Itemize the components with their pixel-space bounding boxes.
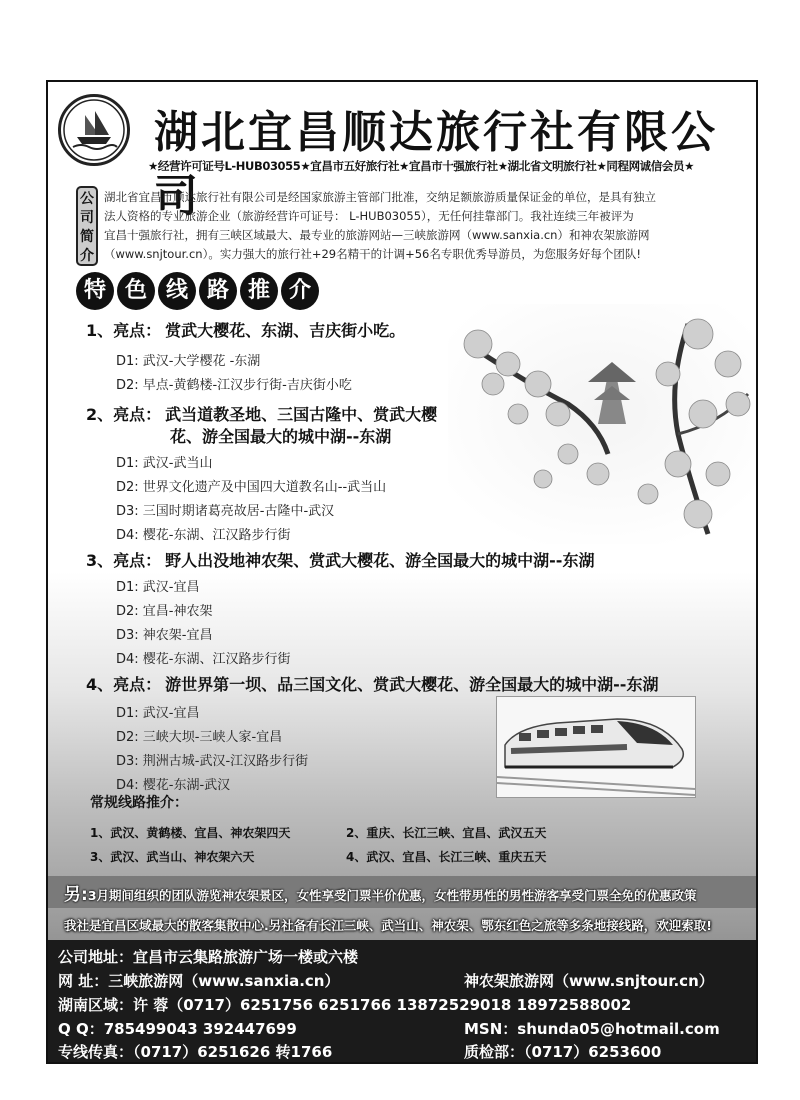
route-4-day-3: D3: 荆洲古城-武汉-江汉路步行街: [116, 754, 309, 769]
regular-route-3: 3、武汉、武当山、神农架六天: [90, 850, 255, 864]
route-4-day-1: D1: 武汉-宜昌: [116, 706, 200, 721]
route-4-day-4: D4: 樱花-东湖-武汉: [116, 778, 231, 793]
credentials-line: ★经营许可证号L-HUB03055★宜昌市五好旅行社★宜昌市十强旅行社★湖北省文明旅行社★同程网诚信会员★: [148, 159, 694, 173]
contact-block: [48, 940, 756, 1064]
route-2-day-2: D2: 世界文化遗产及中国四大道教名山--武当山: [116, 480, 387, 495]
route-2-title-cont: 花、游全国最大的城中湖--东湖: [170, 427, 392, 446]
route-3-day-1: D1: 武汉-宜昌: [116, 580, 200, 595]
route-2-day-3: D3: 三国时期诸葛亮故居-古隆中-武汉: [116, 504, 335, 519]
route-3-day-3: D3: 神农架-宜昌: [116, 628, 213, 643]
company-name: 湖北宜昌顺达旅行社有限公司: [154, 107, 718, 222]
fax-line: 专线传真：（0717）6251626 转1766: [58, 1043, 333, 1061]
flyer-frame: [46, 80, 758, 1064]
route-3-day-4: D4: 樱花-东湖、江汉路步行街: [116, 652, 291, 667]
route-1-day-2: D2: 早点-黄鹤楼-江汉步行街-吉庆街小吃: [116, 378, 352, 393]
route-3-day-2: D2: 宜昌-神农架: [116, 604, 213, 619]
route-3-title: 3、亮点： 野人出没地神农架、赏武大樱花、游全国最大的城中湖--东湖: [86, 551, 595, 570]
route-2-day-1: D1: 武汉-武当山: [116, 456, 213, 471]
route-1-day-1: D1: 武汉-大学樱花 -东湖: [116, 354, 261, 369]
train-image: [496, 696, 696, 798]
company-address: 公司地址：宜昌市云集路旅游广场一楼或六楼: [58, 948, 359, 966]
regular-route-2: 2、重庆、长江三峡、宜昌、武汉五天: [346, 826, 547, 840]
msn-contact: MSN：shunda05@hotmail.com: [464, 1020, 720, 1038]
note-line-2: 我社是宜昌区域最大的散客集散中心.另社备有长江三峡、武当山、神农架、鄂东红色之旅等多条地接线路，欢迎索取!: [64, 918, 712, 933]
website-snjtour: 神农架旅游网（www.snjtour.cn）: [464, 972, 714, 990]
route-2-title: 2、亮点： 武当道教圣地、三国古隆中、赏武大樱: [86, 405, 438, 424]
hunan-region-contact: 湖南区域：许 蓉（0717）6251756 6251766 13872529018 18972588002: [58, 996, 632, 1014]
website-sanxia: 网 址：三峡旅游网（www.sanxia.cn）: [58, 972, 340, 990]
regular-route-4: 4、武汉、宜昌、长江三峡、重庆五天: [346, 850, 547, 864]
regular-route-1: 1、武汉、黄鹤楼、宜昌、神农架四天: [90, 826, 291, 840]
quality-dept-phone: 质检部：（0717）6253600: [464, 1043, 662, 1061]
intro-tag: 公 司 简 介: [76, 186, 98, 266]
route-4-day-2: D2: 三峡大坝-三峡人家-宜昌: [116, 730, 283, 745]
feature-routes-title: 特 色 线 路 推 介: [76, 272, 319, 310]
qq-contact: Q Q：785499043 392447699: [58, 1020, 297, 1038]
high-speed-train-icon: [497, 697, 695, 797]
company-logo: [58, 94, 130, 166]
route-4-title: 4、亮点： 游世界第一坝、品三国文化、赏武大樱花、游全国最大的城中湖--东湖: [86, 675, 659, 694]
company-intro: 湖北省宜昌市顺达旅行社有限公司是经国家旅游主管部门批准，交纳足额旅游质量保证金的单位，是具有独立 法人资格的专业旅游企业（旅游经营许可证号： L-HUB03055），无任何挂靠部门。我社连续三年被评为 宜昌十强旅行社，拥有三峡区域最大、最专业的旅游网站—三峡旅游网（www.sanxia.cn）和神农架旅游网 （www.snjtour.cn）。实力强大的旅行社+29名精干的计调+56名专职优秀导游员，为您服务好每个团队!: [104, 190, 656, 261]
cherry-blossom-image: [448, 304, 758, 544]
regular-routes-title: 常规线路推介：: [90, 795, 188, 811]
route-2-day-4: D4: 樱花-东湖、江汉路步行街: [116, 528, 291, 543]
note-line-1: 另:3月期间组织的团队游览神农架景区，女性享受门票半价优惠，女性带男性的男性游客享受门票全免的优惠政策: [64, 885, 697, 905]
ship-logo-icon: [61, 97, 127, 163]
route-1-title: 1、亮点： 赏武大樱花、东湖、吉庆街小吃。: [86, 321, 406, 340]
